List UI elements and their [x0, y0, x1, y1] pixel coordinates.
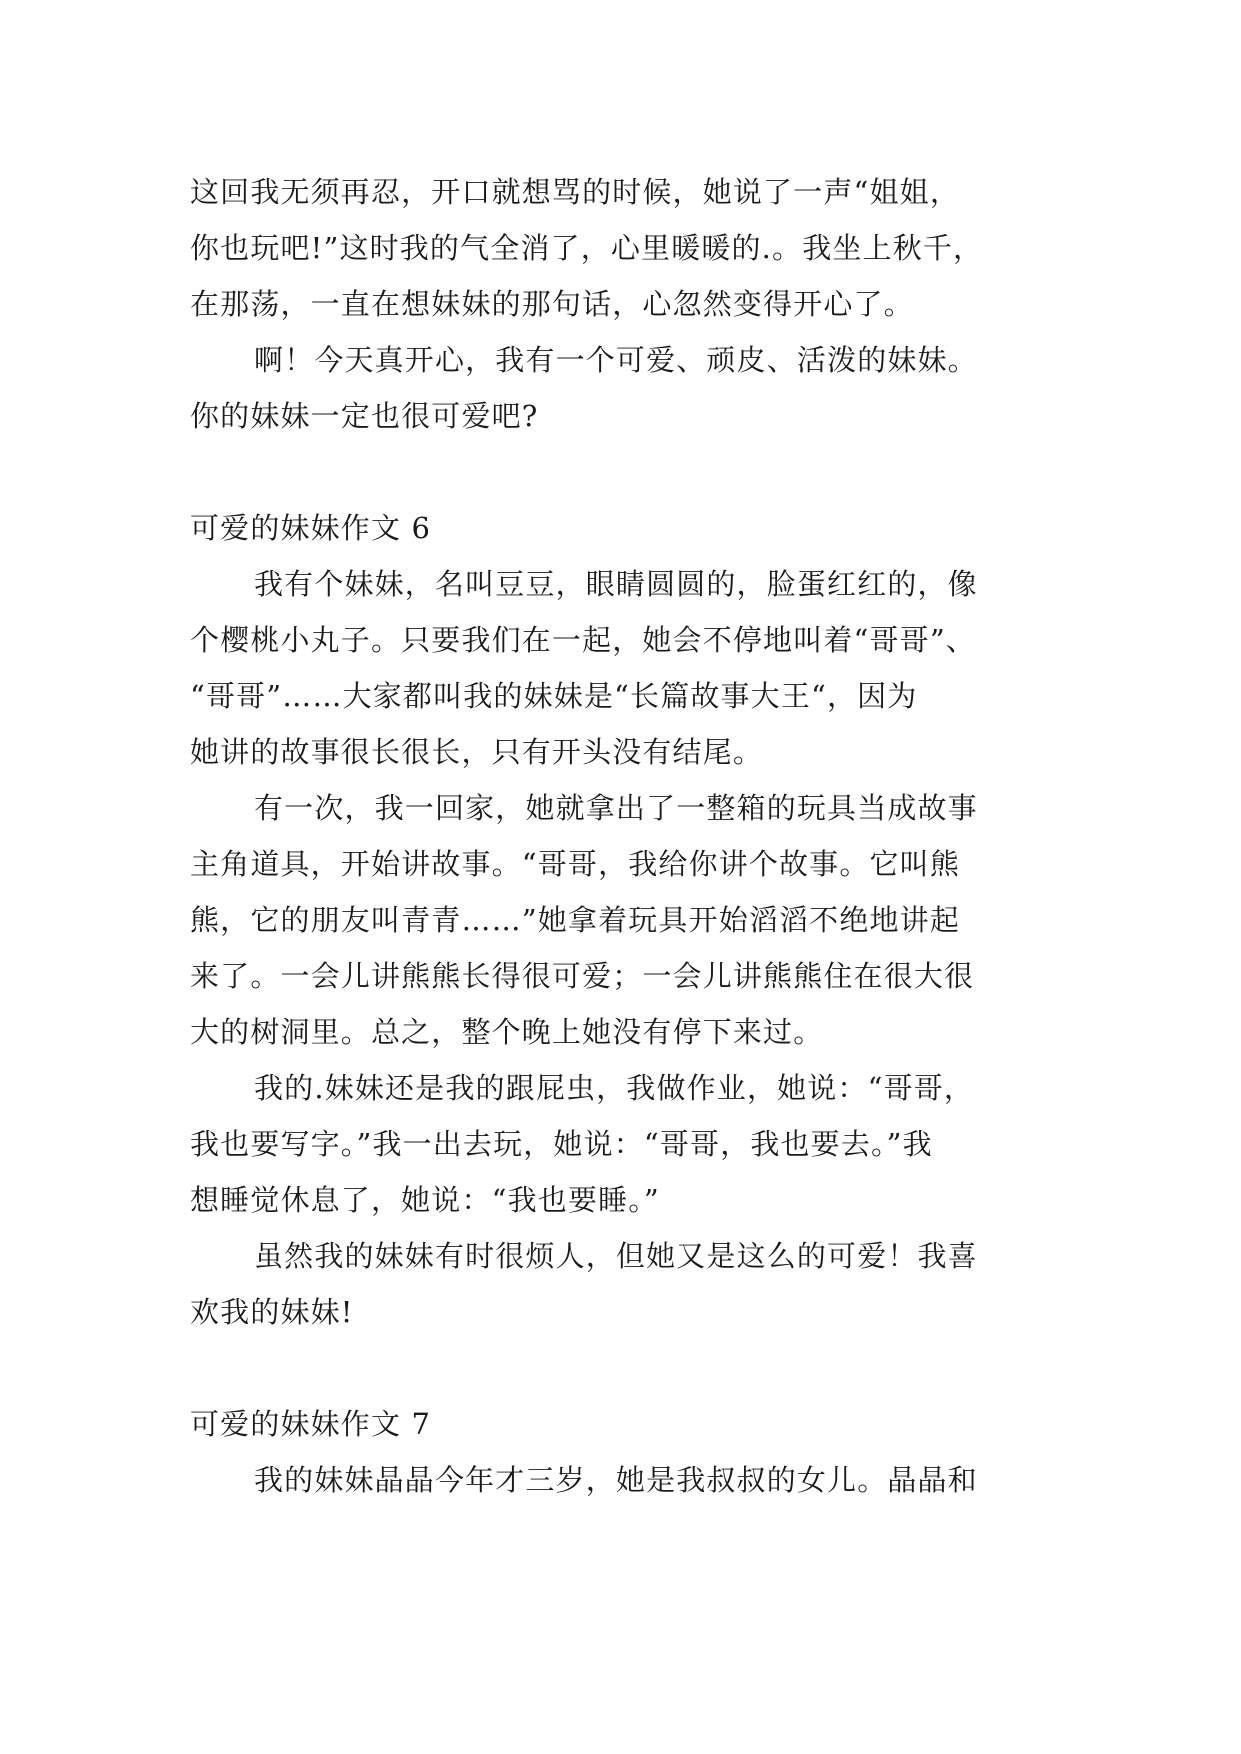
blank-line [190, 444, 1070, 500]
text-line: 欢我的妹妹! [190, 1295, 354, 1329]
text-line: 主角道具，开始讲故事。“哥哥，我给你讲个故事。它叫熊 [190, 847, 960, 881]
text-line: 熊，它的朋友叫青青……”她拿着玩具开始滔滔不绝地讲起 [190, 903, 960, 937]
text-line: 在那荡，一直在想妹妹的那句话，心忽然变得开心了。 [190, 287, 914, 321]
text-line: 想睡觉休息了，她说：“我也要睡。” [190, 1183, 660, 1217]
section-heading: 可爱的妹妹作文 7 [190, 1407, 432, 1441]
document-body [190, 164, 1070, 1508]
text-line: 她讲的故事很长很长，只有开头没有结尾。 [190, 735, 764, 769]
text-line: 我也要写字。”我一出去玩，她说：“哥哥，我也要去。”我 [190, 1127, 933, 1161]
paragraph-start-line: 有一次，我一回家，她就拿出了一整箱的玩具当成故事 [254, 791, 978, 825]
paragraph-start-line: 我的妹妹晶晶今年才三岁，她是我叔叔的女儿。晶晶和 [254, 1463, 978, 1497]
text-line: 你的妹妹一定也很可爱吧? [190, 399, 539, 433]
text-line: 来了。一会儿讲熊熊长得很可爱；一会儿讲熊熊住在很大很 [190, 959, 975, 993]
text-line: 你也玩吧!”这时我的气全消了，心里暖暖的.。我坐上秋千， [190, 231, 984, 265]
text-line: 这回我无须再忍，开口就想骂的时候，她说了一声“姐姐， [190, 175, 960, 209]
paragraph-start-line: 虽然我的妹妹有时很烦人，但她又是这么的可爱！我喜 [254, 1239, 978, 1273]
paragraph-start-line: 啊！今天真开心，我有一个可爱、顽皮、活泼的妹妹。 [254, 343, 978, 377]
blank-line [190, 1340, 1070, 1396]
paragraph-start-line: 我的.妹妹还是我的跟屁虫，我做作业，她说：“哥哥， [254, 1071, 975, 1105]
section-heading: 可爱的妹妹作文 6 [190, 511, 432, 545]
paragraph-start-line: 我有个妹妹，名叫豆豆，眼睛圆圆的，脸蛋红红的，像 [254, 567, 978, 601]
text-line: 个樱桃小丸子。只要我们在一起，她会不停地叫着“哥哥”、 [190, 623, 976, 657]
text-line: 大的树洞里。总之，整个晚上她没有停下来过。 [190, 1015, 824, 1049]
text-line: “哥哥”……大家都叫我的妹妹是“长篇故事大王“，因为 [190, 679, 918, 713]
